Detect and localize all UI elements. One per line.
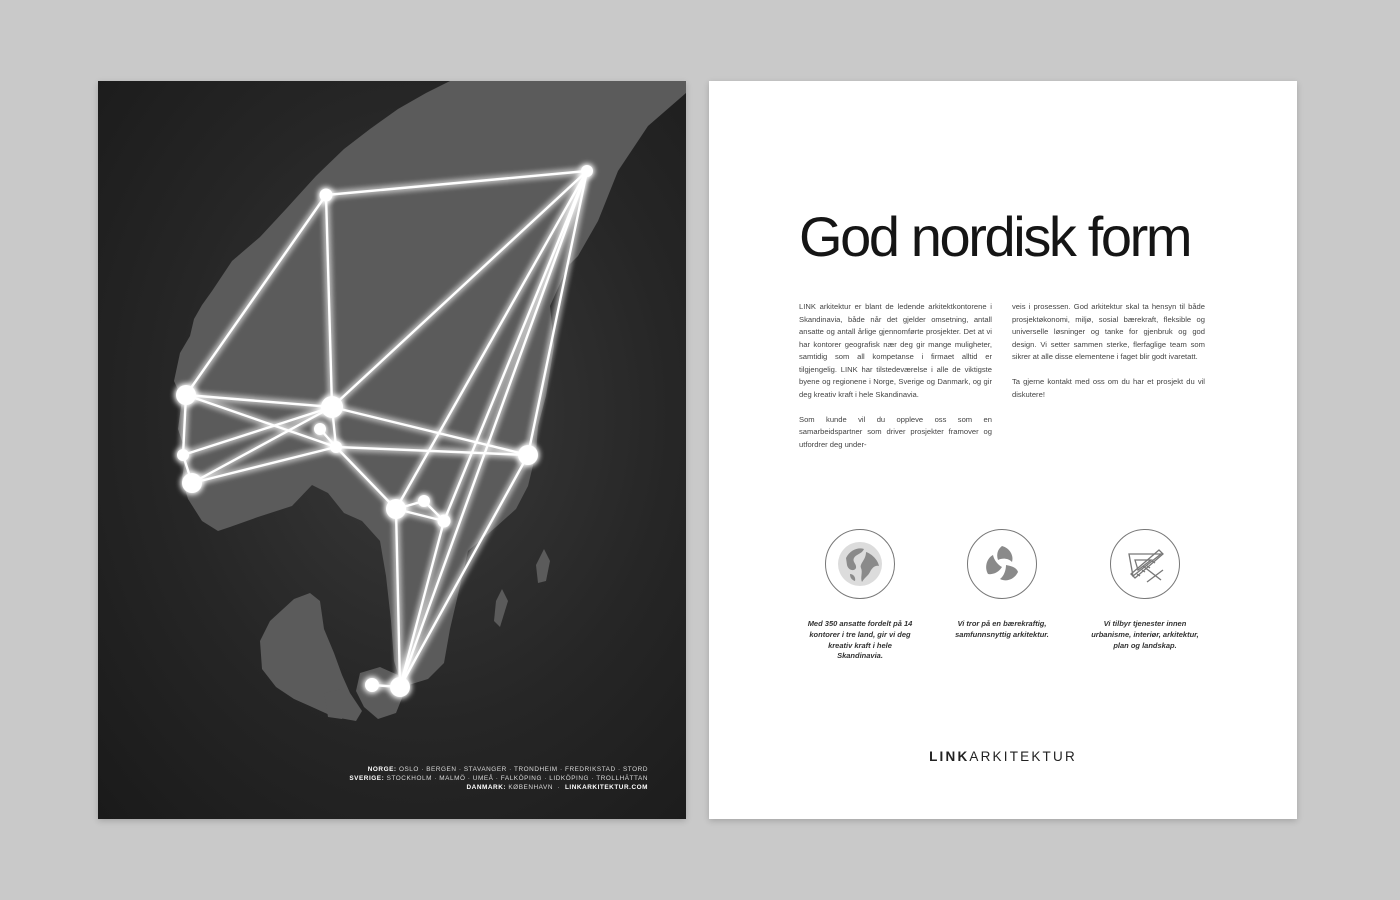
globe-icon (825, 529, 895, 599)
website-link: LINKARKITEKTUR.COM (564, 784, 648, 791)
node-bergen (176, 385, 196, 405)
left-page-map (98, 81, 686, 819)
node-stockholm (518, 445, 538, 465)
feature-sustainability (947, 529, 1057, 641)
office-city-list (349, 765, 648, 792)
scandinavia-land (174, 81, 686, 687)
node-stord (177, 449, 189, 461)
node-oslo (321, 396, 343, 418)
node-trondheim (320, 189, 333, 202)
body-column-1 (799, 301, 992, 464)
feature-caption: Med 350 ansatte fordelt på 14 kontorer i tre land, gir vi deg kreativ kraft i hele Skandinavia. (807, 619, 913, 661)
paragraph: veis i prosessen. God arkitektur skal ta hensyn til både prosjektøkonomi, miljø, sosial bærekraft, fleksible og universelle løsninger og tanke for gjenbruk og god design. Vi setter sammen sterke, flerfaglige team som sikrer at alle disse elementene i faget blir godt ivaretatt. (1012, 302, 1205, 361)
body-column-2 (1012, 301, 1205, 414)
scandinavia-network-map (98, 81, 686, 819)
feature-services (1090, 529, 1200, 651)
oland-island (494, 589, 508, 627)
node-stavanger (182, 473, 202, 493)
cities-norway: NORGE: OSLO · BERGEN · STAVANGER · TRONDHEIM · FREDRIKSTAD · STORD (367, 766, 648, 773)
headline: God nordisk form (799, 205, 1191, 268)
node-umea (581, 165, 593, 177)
feature-caption: Vi tror på en bærekraftig, samfunnsnyttig arkitektur. (955, 619, 1049, 639)
paragraph: Ta gjerne kontakt med oss om du har et prosjekt du vil diskutere! (1012, 377, 1205, 399)
drafting-tools-icon (1110, 529, 1180, 599)
node-kobenhavn (365, 678, 379, 692)
paragraph: Som kunde vil du oppleve oss som en samarbeidspartner som driver prosjekter framover og utfordrer deg under- (799, 414, 992, 449)
node-trollhattan-small (314, 423, 326, 435)
link-arkitektur-logo: LINKARKITEKTUR (929, 749, 1077, 764)
cities-sweden: SVERIGE: STOCKHOLM · MALMÖ · UMEÅ · FALKÖPING · LIDKÖPING · TROLLHÄTTAN (349, 775, 648, 782)
paragraph: LINK arkitektur er blant de ledende arkitektkontorene i Skandinavia, både når det gjelder omsetning, antall ansatte og antall årlige gjennomførte prosjekter. Det at vi har kontorer geografisk nær deg gir mange muligheter, samtidig som all kompetanse i firmaet alltid er tilgjengelig. LINK har tilstedeværelse i alle de viktigste byene og regionene i Norge, Sverige og Danmark, og gir deg kreativ kraft i hele Skandinavia. (799, 302, 992, 399)
feature-offices (805, 529, 915, 662)
node-falkoping (386, 499, 406, 519)
node-skovde (438, 515, 451, 528)
node-fredrikstad (330, 441, 342, 453)
recycle-leaves-icon (967, 529, 1037, 599)
feature-caption: Vi tilbyr tjenester innen urbanisme, interiør, arkitektur, plan og landskap. (1091, 619, 1199, 650)
cities-denmark: DANMARK: KØBENHAVN · LINKARKITEKTUR.COM (466, 784, 648, 791)
right-page-text (709, 81, 1297, 819)
gotland-island (536, 549, 550, 583)
node-malmo (390, 677, 410, 697)
node-lidkoping (418, 495, 430, 507)
